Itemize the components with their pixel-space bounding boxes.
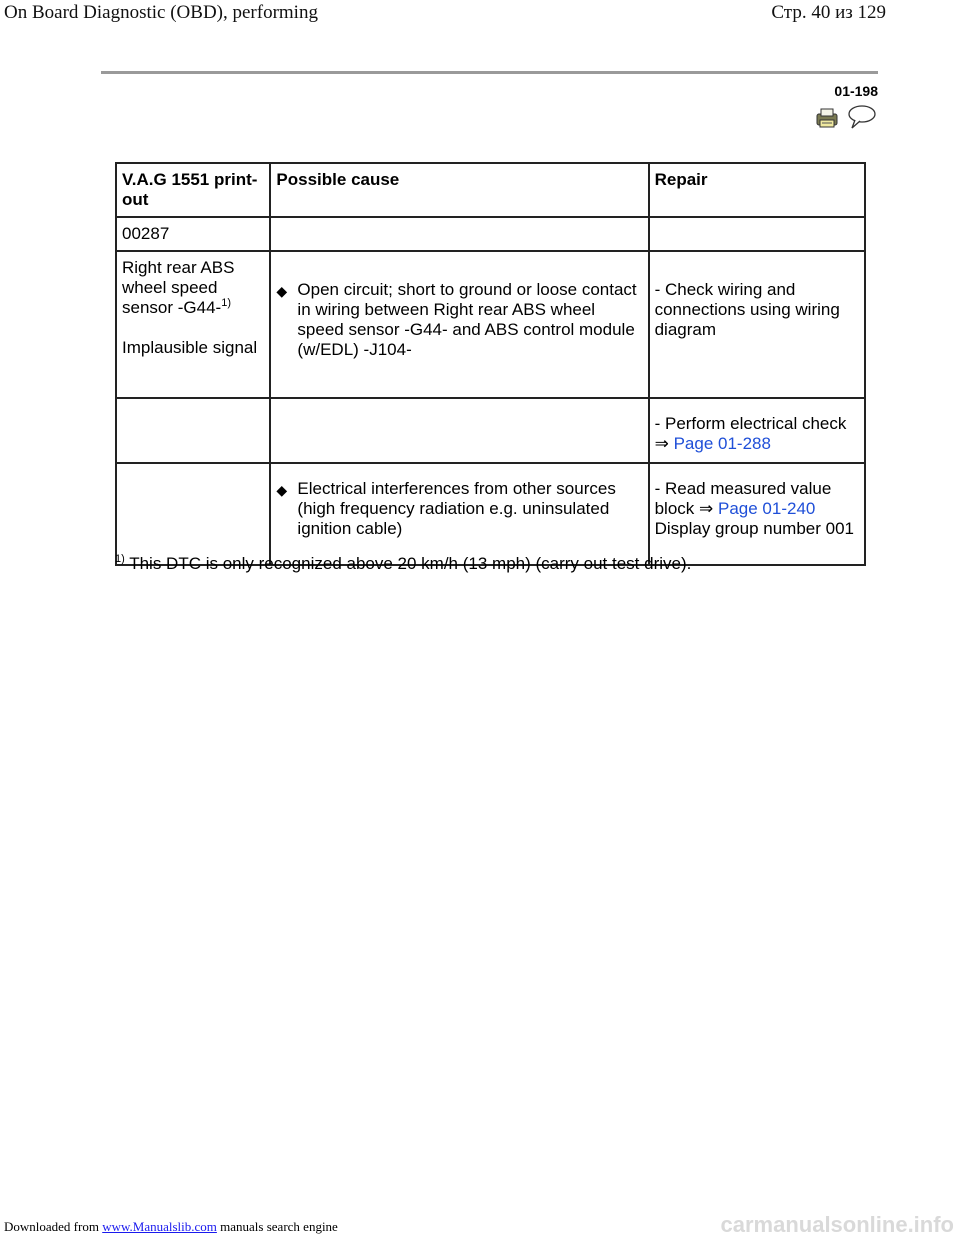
diagnostic-table	[115, 162, 866, 566]
table-row	[116, 217, 865, 251]
footnote	[115, 554, 691, 574]
cause-text: Electrical interferences from other sources (high frequency radiation e.g. uninsulated ignition cable)	[297, 479, 616, 538]
component-name: Right rear ABS wheel speed	[122, 258, 235, 297]
empty-cell	[116, 398, 270, 463]
header-printout: V.A.G 1551 print-out	[116, 163, 270, 217]
table-row	[116, 251, 865, 398]
manualslib-link[interactable]: www.Manualslib.com	[102, 1219, 217, 1234]
repair-tail: Display group number 001	[654, 519, 854, 538]
list-item	[276, 280, 642, 360]
repair-text: - Perform electrical check	[654, 414, 847, 433]
fault-type: Implausible signal	[122, 338, 258, 357]
repair-text: - Check wiring and connections using wiring diagram	[654, 280, 840, 339]
empty-cell	[649, 217, 865, 251]
empty-cell	[270, 398, 648, 463]
download-footer: Downloaded from www.Manualslib.com manuals search engine	[4, 1219, 338, 1234]
cause-text: Open circuit; short to ground or loose contact in wiring between Right rear ABS wheel speed sensor -G44- and ABS control module (w/EDL) -J104-	[297, 280, 637, 359]
page-counter: Стр. 40 из 129	[771, 2, 886, 23]
footnote-ref: 1)	[221, 297, 231, 309]
header-rule	[101, 71, 878, 74]
repair-text: - Read measured value block	[654, 479, 832, 518]
component-cell	[116, 251, 270, 398]
header-repair: Repair	[649, 163, 865, 217]
document-title: On Board Diagnostic (OBD), performing	[4, 2, 318, 23]
repair-cell	[649, 251, 865, 398]
page-number: 01-198	[834, 83, 878, 99]
dtc-code: 00287	[116, 217, 270, 251]
table-row	[116, 463, 865, 565]
footnote-text: This DTC is only recognized above 20 km/h (13 mph) (carry out test drive).	[129, 554, 692, 573]
table-header-row	[116, 163, 865, 217]
page-link-01-288[interactable]: Page 01-288	[673, 434, 771, 453]
header-possible-cause: Possible cause	[270, 163, 648, 217]
cause-cell	[270, 463, 648, 565]
diamond-bullet-icon: ◆	[276, 283, 288, 299]
cause-cell	[270, 251, 648, 398]
empty-cell	[270, 217, 648, 251]
footnote-marker: 1)	[115, 553, 125, 565]
component-sensor: sensor -G44-$^{1)}$	[122, 297, 231, 317]
arrow-icon: ⇒	[699, 499, 714, 518]
table-row	[116, 398, 865, 463]
empty-cell	[116, 463, 270, 565]
printer-icon[interactable]	[815, 107, 839, 129]
list-item	[276, 479, 642, 539]
page-link-01-240[interactable]: Page 01-240	[718, 499, 816, 518]
watermark: carmanualsonline.info	[720, 1212, 954, 1237]
repair-cell	[649, 398, 865, 463]
repair-cell	[649, 463, 865, 565]
arrow-icon: ⇒	[654, 434, 669, 453]
diamond-bullet-icon: ◆	[276, 482, 288, 498]
speech-bubble-icon[interactable]	[845, 104, 877, 130]
